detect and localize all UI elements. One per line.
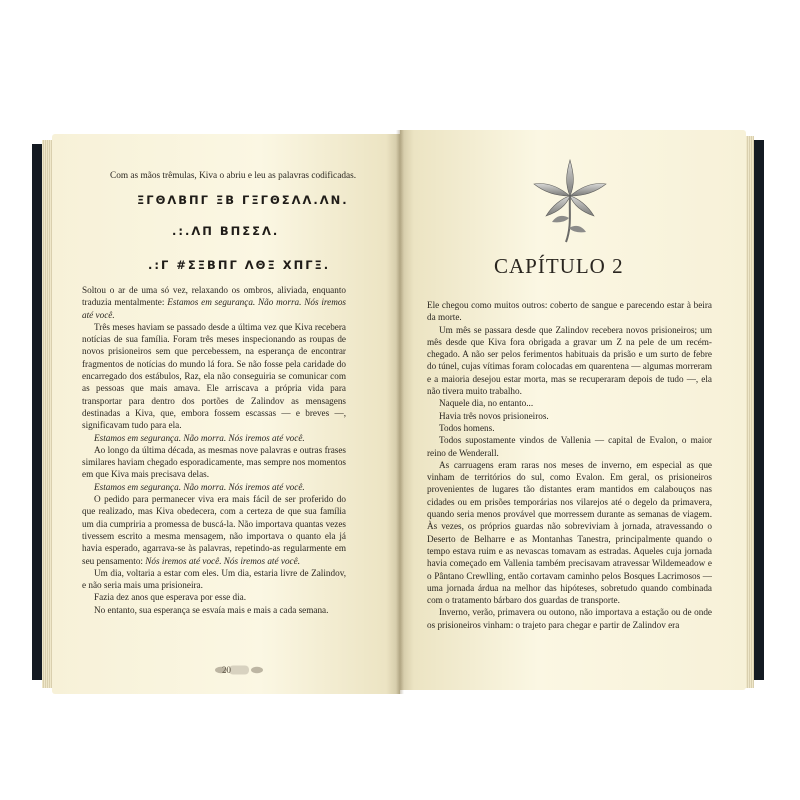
page-number-ornament	[212, 664, 266, 676]
cipher-line-1: ΞΓΘΛΒΠΓ ΞΒ ΓΞΓΘΣΛΛ.ΛΝ.	[137, 193, 349, 207]
chapter-title: CAPÍTULO 2	[494, 254, 624, 278]
cipher-line-3: .:Γ #ΣΞΒΠΓ ΛΘΞ ΧΠΓΞ.	[148, 258, 331, 272]
paragraph: Inverno, verão, primavera ou outono, não importava a estação ou de onde os prisioneiros vinham: o trajeto para chegar e partir de Zalindov era	[427, 607, 712, 630]
paragraph: Estamos em segurança. Não morra. Nós iremos até você.	[94, 481, 305, 492]
right-page-body	[427, 299, 712, 631]
flower-ornament-icon	[528, 156, 612, 244]
cipher-line-2: .:.ΛΠ ΒΠΣΣΛ.	[172, 224, 280, 238]
paragraph: Um dia, voltaria a estar com eles. Um dia, estaria livre de Zalindov, e não seria mais uma prisioneira.	[82, 567, 346, 591]
paragraph: Três meses haviam se passado desde a última vez que Kiva recebera notícias de sua família. Foram três meses inspecionando as roupas de novos prisioneiros sem que percebessem, na esperança de encontrar fragmentos de notícias do mundo lá fora. Se não fosse pela caridade do encarregado dos estábulos, Raz, ela não conseguiria se comunicar com as pessoas que mais amava. Ele arriscava a própria vida para transportar para dentro dos portões de Zalindov as mensagens destinadas a Kiva, que, embora fossem escassas — e breves —, significavam tudo para ela.	[82, 321, 346, 431]
paragraph: As carruagens eram raras nos meses de inverno, em especial as que vinham de territórios do sul, como Evalon. Em geral, os prisioneiros provenientes de lugares tão distantes eram mantidos em calabouços nas cidades ou em prisões temporárias nos vilarejos até o degelo da primavera, quando seria menos provável que morressem durante as semanas de viagem. Às vezes, os próprios guardas não sobreviviam à jornada, atravessando o Deserto de Belharre e as Montanhas Tanestra, principalmente quando o tempo estava ruim e as nevascas tomavam as estradas. Aqueles cuja jornada havia começado em Vallenia também precisavam atravessar Wildemeadow e o Pântano Crewlling, então cortavam caminho pelos Bosques Lacrimosos — uma jornada árdua na melhor das hipóteses, sobretudo quando combinada com o tratamento bárbaro dos guardas de transporte.	[427, 459, 712, 606]
paragraph: Todos supostamente vindos de Vallenia — capital de Evalon, o maior reino de Wenderall.	[427, 435, 712, 458]
paragraph: Havia três novos prisioneiros.	[439, 410, 549, 421]
page-number: 20	[222, 665, 231, 675]
paragraph: Ele chegou como muitos outros: coberto de sangue e parecendo estar à beira da morte.	[427, 300, 712, 323]
book-gutter	[396, 130, 404, 694]
intro-line: Com as mãos trêmulas, Kiva o abriu e leu as palavras codificadas.	[110, 171, 357, 181]
paragraph: No entanto, sua esperança se esvaía mais e mais a cada semana.	[94, 604, 329, 615]
paragraph: Ao longo da última década, as mesmas nove palavras e outras frases similares haviam chegado esporadicamente, mas sempre nos momentos em que Kiva mais precisava delas.	[82, 444, 346, 480]
paragraph: Um mês se passara desde que Zalindov recebera novos prisioneiros; um mês desde que Kiva fora obrigada a gravar um Z na pele de um recém-chegado. A não ser pelos ferimentos habituais da prisão e um surto de febre do túnel, cujas vítimas foram colocadas em quarentena — algumas morreram e a maioria desejou estar morta, mas se recuperaram depois de tudo —, ela não tivera muito trabalho.	[427, 324, 712, 397]
paragraph: Soltou o ar de uma só vez, relaxando os ombros, aliviada, enquanto traduzia mentalmente: Estamos em segurança. Não morra. Nós iremos até você.	[82, 285, 346, 320]
paragraph: Estamos em segurança. Não morra. Nós iremos até você.	[94, 432, 305, 443]
paragraph: Naquele dia, no entanto...	[439, 398, 534, 409]
paragraph: O pedido para permanecer viva era mais fácil de ser proferido do que realizado, mas Kiva obedecera, com a certeza de que sua família um dia cumpriria a promessa de buscá-la. Não importava quantas vezes tivessem escrito a mesma mensagem, não importava o quanto ela já havia esperado, agarrava-se às palavras, repetindo-as regularmente em seu pensamento: Nós iremos até você. Nós iremos até você.	[82, 494, 346, 566]
paragraph: Todos homens.	[439, 422, 495, 433]
paragraph: Fazia dez anos que esperava por esse dia.	[94, 592, 247, 603]
left-page-body	[82, 284, 346, 616]
